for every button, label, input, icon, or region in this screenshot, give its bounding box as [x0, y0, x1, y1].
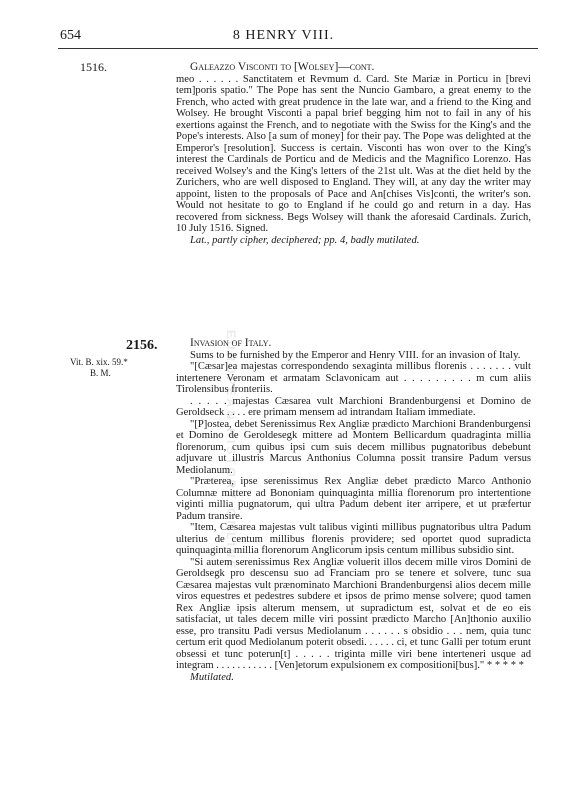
- latin-paragraph: . . . . . majestas Cæsarea vult Marchioni Brandenburgensi et Domino de Geroldseck . . . . ere primam mensem ad intrandam Italiam immediate.: [176, 395, 531, 418]
- entry-1-heading: Galeazzo Visconti to [Wolsey]—cont.: [190, 61, 375, 73]
- entry-2-note: Mutilated.: [190, 671, 234, 683]
- running-title: 8 HENRY VIII.: [232, 28, 335, 43]
- manuscript-reference: [70, 357, 170, 379]
- entry-year: 1516.: [80, 60, 107, 74]
- latin-paragraph: "[Cæsar]ea majestas correspondendo sexaginta millibus florenis . . . . . . . vult intertenere Veronam et armatam Sclavonicam aut . . . . . . . . . m cum aliis Tirolensibus fronteriis.: [176, 361, 531, 395]
- watermark: EUROPEAN HISTORY ONLINE: [224, 330, 238, 572]
- entry-1-note: Lat., partly cipher, deciphered; pp. 4, badly mutilated.: [190, 234, 420, 246]
- entry-2-heading: Invasion of Italy.: [190, 337, 272, 349]
- latin-paragraph: "Item, Cæsarea majestas vult talibus viginti millibus pugnatoribus ultra Padum ulterius de centum millibus florenis providere; sed oportet quod supradicta quinquaginta millia florenorum Anglicorum ipsis centum millibus subsidio sint.: [176, 522, 531, 556]
- entry-1-body: [176, 62, 531, 246]
- page-number: 654: [60, 28, 81, 43]
- reference-shelfmark: Vit. B. xix. 59.*: [70, 357, 128, 367]
- document-number: 2156.: [126, 338, 158, 353]
- entry-2-summary: Sums to be furnished by the Emperor and Henry VIII. for an invasion of Italy.: [190, 349, 521, 361]
- latin-paragraph: "[P]ostea, debet Serenissimus Rex Angliæ prædicto Marchioni Brandenburgensi et Domino de Geroldesegk mittere ad Montem Bellicardum quadraginta millia florenorum, cum quibus ipsi cum suis decem millibus pugnatoribus debebunt adjuvare ut illustris Marcus Anthonius Columna possit transire Padum versus Mediolanum.: [176, 418, 531, 476]
- entry-2-body: [176, 338, 531, 683]
- entry-1-paragraph: meo . . . . . . Sanctitatem et Revmum d. Card. Ste Mariæ in Porticu in [brevi tem]poris spatio." The Pope has sent the Nuncio Gambaro, a great enemy to the French, who acted with great prudence in the late war, and a friend to the King and Wolsey. He brought Visconti a papal brief begging him not to fail in any of his exertions against the French, and to negotiate with the Swiss for the King's and the Pope's interests. Also [a sum of money] for their pay. The Pope was delighted at the Emperor's [resolution]. Success is certain. Visconti has won over to the King's interest the Cardinals de Porticu and de Medicis and the Magnifico Lorenzo. Has received Wolsey's and the King's letters of the 21st ult. Was at the diet held by the Zurichers, who are well disposed to England. They will, at any day the writer may appoint, listen to the proposals of Pace and An[chises Vis]conti, the writer's son. Would not hesitate to go to England if he could go and return in a day. Has recovered from sickness. Begs Wolsey will thank the aforesaid Cardinals. Zurich, 10 July 1516. Signed.: [176, 73, 531, 234]
- latin-paragraph: "Præterea, ipse serenissimus Rex Angliæ debet prædicto Marco Anthonio Columnæ mittere ad Bononiam quinquaginta millia florenorum pro intertentione viginti millia pugnatorum, qui ultra Padum debent iter arripere, et ut præfertur Padum transire.: [176, 476, 531, 522]
- reference-repository: B. M.: [90, 368, 111, 378]
- latin-paragraph: "Si autem serenissimus Rex Angliæ voluerit illos decem mille viros Domini de Geroldsegk pro descensu suo ad Franciam pro se tenere et solvere, tunc sua Cæsarea majestas vult prænominato Marchioni Brandenburgensi alios decem mille viros equestres et pedestres subdere et ipsos de primo mense solvere; quod tamen Rex Angliæ ipsis alterum mensem, ut supradictum est, solvat et de eo eis satisfaciat, ut tales decem mille viri possint prædicto Marcho [An]thonio auxilio esse, pro transitu Padi versus Mediolanum . . . . . . s obsidio . . . nem, quia tunc certum erit quod Mediolanum poterit obsedi. . . . . . ci, et tunc Galli per totum erunt obsessi et tunc poterun[t] . . . . . triginta mille viri bene interteneri usque ad integram . . . . . . . . . . . [Ven]etorum expulsionem ex compositioni[bus]." * * * * *: [176, 556, 531, 671]
- header-rule: [58, 48, 538, 49]
